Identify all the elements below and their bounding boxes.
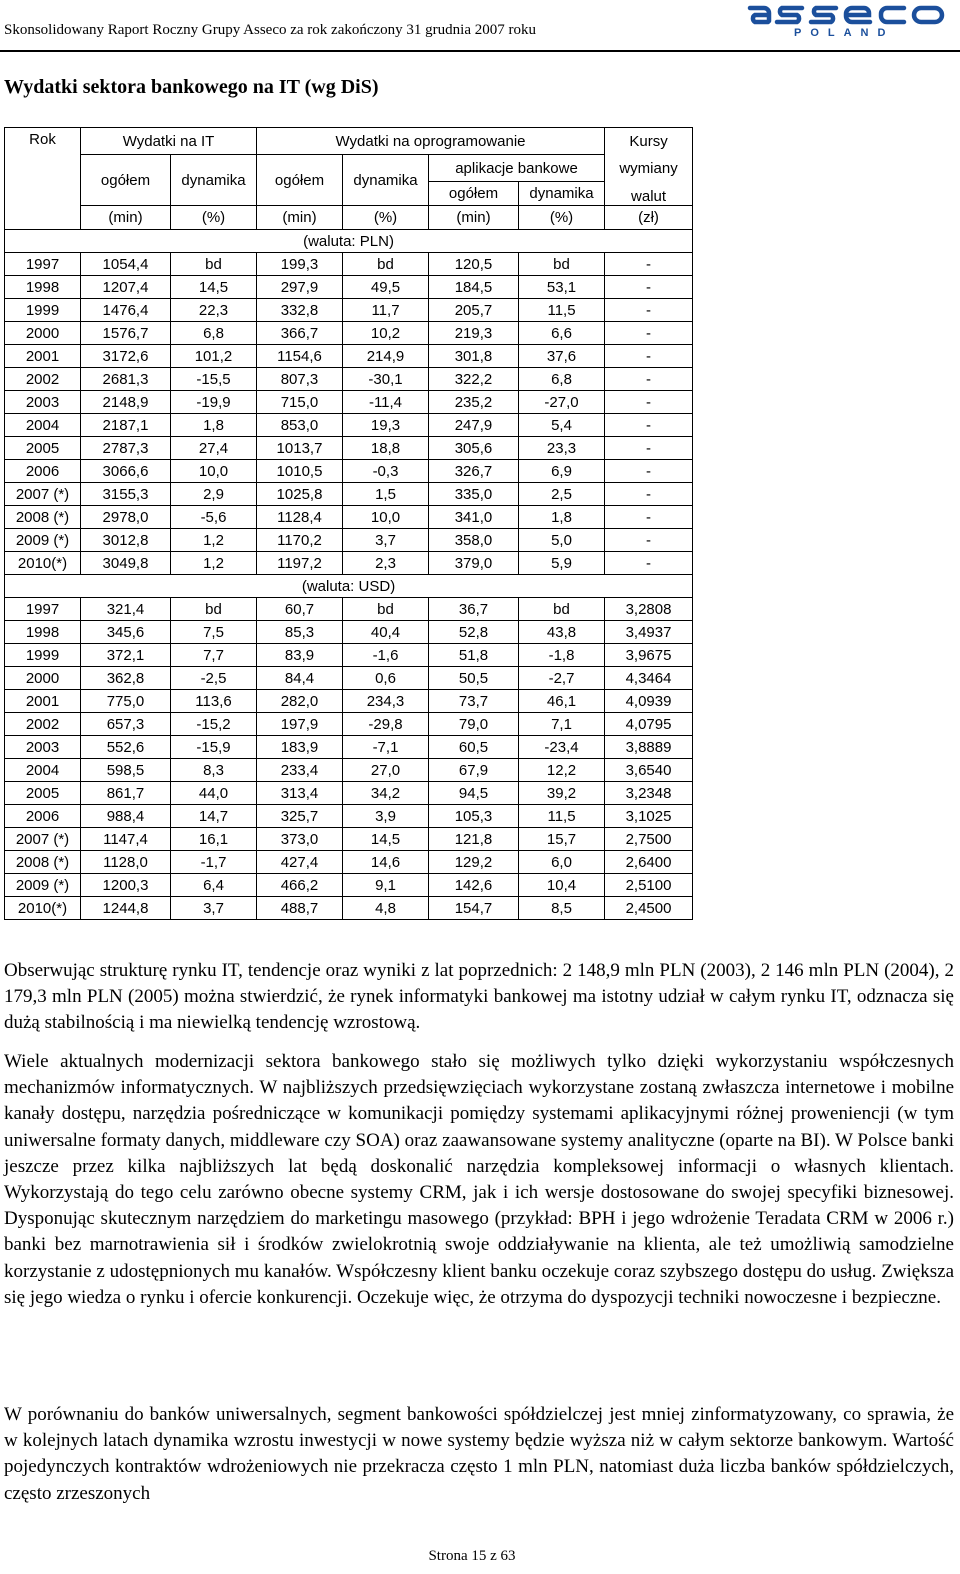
header-ogolem-oprog: ogółem (257, 155, 343, 206)
value-cell: 10,0 (343, 506, 429, 529)
value-cell: - (605, 322, 693, 345)
value-cell: 8,5 (519, 897, 605, 920)
header-dynamika-apl: dynamika (519, 182, 605, 206)
value-cell: 14,6 (343, 851, 429, 874)
value-cell: -15,9 (171, 736, 257, 759)
value-cell: 6,8 (519, 368, 605, 391)
value-cell: 5,0 (519, 529, 605, 552)
value-cell: 1197,2 (257, 552, 343, 575)
table-row (5, 851, 693, 874)
value-cell: 53,1 (519, 276, 605, 299)
table-row (5, 506, 693, 529)
value-cell: 657,3 (81, 713, 171, 736)
table-row (5, 874, 693, 897)
value-cell: 15,7 (519, 828, 605, 851)
value-cell: 113,6 (171, 690, 257, 713)
value-cell: 341,0 (429, 506, 519, 529)
year-cell: 2006 (5, 460, 81, 483)
value-cell: 14,5 (343, 828, 429, 851)
value-cell: 715,0 (257, 391, 343, 414)
table-row (5, 713, 693, 736)
value-cell: 326,7 (429, 460, 519, 483)
value-cell: 3066,6 (81, 460, 171, 483)
value-cell: - (605, 368, 693, 391)
value-cell: 3,7 (343, 529, 429, 552)
year-cell: 2009 (*) (5, 529, 81, 552)
year-cell: 2008 (*) (5, 506, 81, 529)
value-cell: 233,4 (257, 759, 343, 782)
value-cell: -2,7 (519, 667, 605, 690)
value-cell: 552,6 (81, 736, 171, 759)
value-cell: 2,7500 (605, 828, 693, 851)
value-cell: 19,3 (343, 414, 429, 437)
value-cell: 313,4 (257, 782, 343, 805)
value-cell: 50,5 (429, 667, 519, 690)
value-cell: 2,4500 (605, 897, 693, 920)
year-cell: 2000 (5, 667, 81, 690)
value-cell: 16,1 (171, 828, 257, 851)
value-cell: 1476,4 (81, 299, 171, 322)
value-cell: 14,5 (171, 276, 257, 299)
value-cell: 10,2 (343, 322, 429, 345)
header-wymiany: wymiany (605, 155, 693, 182)
value-cell: 142,6 (429, 874, 519, 897)
table-row (5, 483, 693, 506)
value-cell: 3,1025 (605, 805, 693, 828)
table-row (5, 805, 693, 828)
header-wydatki-it: Wydatki na IT (81, 128, 257, 155)
value-cell: 9,1 (343, 874, 429, 897)
value-cell: -1,6 (343, 644, 429, 667)
page-number: Strona 15 z 63 (428, 1548, 516, 1564)
value-cell: 2148,9 (81, 391, 171, 414)
year-cell: 2008 (*) (5, 851, 81, 874)
unit-cell: (zł) (605, 206, 693, 230)
value-cell: - (605, 253, 693, 276)
value-cell: - (605, 276, 693, 299)
table-row (5, 414, 693, 437)
table-row (5, 736, 693, 759)
value-cell: 1128,4 (257, 506, 343, 529)
value-cell: 775,0 (81, 690, 171, 713)
value-cell: 3,8889 (605, 736, 693, 759)
value-cell: 129,2 (429, 851, 519, 874)
table-row (5, 782, 693, 805)
table-row (5, 552, 693, 575)
value-cell: 46,1 (519, 690, 605, 713)
value-cell: 85,3 (257, 621, 343, 644)
value-cell: 0,6 (343, 667, 429, 690)
value-cell: 325,7 (257, 805, 343, 828)
value-cell: 807,3 (257, 368, 343, 391)
value-cell: 988,4 (81, 805, 171, 828)
paragraph-1: Obserwując strukturę rynku IT, tendencje oraz wyniki z lat poprzednich: 2 148,9 mln PLN (2003), 2 146 mln PLN (2004), 2 179,3 mln PLN (2005) można stwierdzić, że rynek informatyki bankowej ma istotny udział w całym rynku IT, odznacza się dużą stabilnością i ma niewielką tendencję wzrostową. (4, 960, 954, 1034)
value-cell: 4,3464 (605, 667, 693, 690)
value-cell: 1576,7 (81, 322, 171, 345)
value-cell: 199,3 (257, 253, 343, 276)
value-cell: 335,0 (429, 483, 519, 506)
bank-it-spending-table (4, 127, 693, 920)
value-cell: 358,0 (429, 529, 519, 552)
value-cell: 40,4 (343, 621, 429, 644)
value-cell: 297,9 (257, 276, 343, 299)
year-cell: 2005 (5, 782, 81, 805)
year-cell: 1997 (5, 598, 81, 621)
header-wydatki-oprogramowanie: Wydatki na oprogramowanie (257, 128, 605, 155)
value-cell: 184,5 (429, 276, 519, 299)
value-cell: 52,8 (429, 621, 519, 644)
value-cell: 362,8 (81, 667, 171, 690)
year-cell: 2010(*) (5, 552, 81, 575)
value-cell: 101,2 (171, 345, 257, 368)
table-row (5, 437, 693, 460)
value-cell: 345,6 (81, 621, 171, 644)
unit-cell: (%) (519, 206, 605, 230)
value-cell: 94,5 (429, 782, 519, 805)
section-usd-label: (waluta: USD) (5, 575, 693, 598)
table-row (5, 368, 693, 391)
value-cell: 60,5 (429, 736, 519, 759)
value-cell: 120,5 (429, 253, 519, 276)
value-cell: 332,8 (257, 299, 343, 322)
section-usd (5, 575, 693, 598)
value-cell: 27,4 (171, 437, 257, 460)
value-cell: 488,7 (257, 897, 343, 920)
value-cell: -19,9 (171, 391, 257, 414)
table-row (5, 391, 693, 414)
value-cell: 6,8 (171, 322, 257, 345)
value-cell: 2978,0 (81, 506, 171, 529)
value-cell: -1,7 (171, 851, 257, 874)
year-cell: 1997 (5, 253, 81, 276)
unit-cell: (min) (429, 206, 519, 230)
value-cell: -1,8 (519, 644, 605, 667)
value-cell: 2787,3 (81, 437, 171, 460)
value-cell: 372,1 (81, 644, 171, 667)
value-cell: 1054,4 (81, 253, 171, 276)
value-cell: 22,3 (171, 299, 257, 322)
table-row (5, 253, 693, 276)
year-cell: 2010(*) (5, 897, 81, 920)
value-cell: 3012,8 (81, 529, 171, 552)
value-cell: 8,3 (171, 759, 257, 782)
value-cell: 154,7 (429, 897, 519, 920)
value-cell: - (605, 506, 693, 529)
value-cell: 373,0 (257, 828, 343, 851)
value-cell: -29,8 (343, 713, 429, 736)
value-cell: 2,5 (519, 483, 605, 506)
value-cell: 4,0939 (605, 690, 693, 713)
year-cell: 2007 (*) (5, 483, 81, 506)
value-cell: 51,8 (429, 644, 519, 667)
value-cell: 11,5 (519, 299, 605, 322)
year-cell: 2009 (*) (5, 874, 81, 897)
value-cell: 366,7 (257, 322, 343, 345)
value-cell: 10,4 (519, 874, 605, 897)
value-cell: - (605, 437, 693, 460)
table-row (5, 322, 693, 345)
year-cell: 2006 (5, 805, 81, 828)
value-cell: 14,7 (171, 805, 257, 828)
table-row (5, 299, 693, 322)
year-cell: 2005 (5, 437, 81, 460)
value-cell: 7,7 (171, 644, 257, 667)
value-cell: 4,0795 (605, 713, 693, 736)
value-cell: - (605, 460, 693, 483)
unit-cell: (%) (171, 206, 257, 230)
header-kursy: Kursy (605, 128, 693, 155)
unit-cell: (%) (343, 206, 429, 230)
value-cell: 27,0 (343, 759, 429, 782)
header-ogolem-apl: ogółem (429, 182, 519, 206)
table-row (5, 644, 693, 667)
value-cell: 2,3 (343, 552, 429, 575)
year-cell: 2000 (5, 322, 81, 345)
value-cell: bd (519, 598, 605, 621)
value-cell: 2,6400 (605, 851, 693, 874)
value-cell: 6,9 (519, 460, 605, 483)
value-cell: -15,2 (171, 713, 257, 736)
value-cell: 234,3 (343, 690, 429, 713)
value-cell: 1244,8 (81, 897, 171, 920)
value-cell: 1147,4 (81, 828, 171, 851)
value-cell: 34,2 (343, 782, 429, 805)
value-cell: 1,5 (343, 483, 429, 506)
value-cell: 1128,0 (81, 851, 171, 874)
value-cell: 7,1 (519, 713, 605, 736)
value-cell: bd (519, 253, 605, 276)
year-cell: 2003 (5, 736, 81, 759)
value-cell: 322,2 (429, 368, 519, 391)
value-cell: 235,2 (429, 391, 519, 414)
value-cell: bd (171, 253, 257, 276)
value-cell: 23,3 (519, 437, 605, 460)
value-cell: 2681,3 (81, 368, 171, 391)
paragraph-3: W porównaniu do banków uniwersalnych, segment bankowości spółdzielczej jest mniej zinformatyzowany, co sprawia, że w kolejnych latach dynamika wzrostu inwestycji w nowe systemy będzie wyższa niż w całym sektorze bankowym. Wartość pojedynczych kontraktów wdrożeniowych nie przekracza często 1 mln PLN, natomiast duża liczba banków spółdzielczych, często zrzeszonych (4, 1404, 954, 1504)
section-pln-label: (waluta: PLN) (5, 230, 693, 253)
value-cell: 861,7 (81, 782, 171, 805)
value-cell: 598,5 (81, 759, 171, 782)
year-cell: 1998 (5, 621, 81, 644)
table-row (5, 690, 693, 713)
value-cell: 1,8 (171, 414, 257, 437)
year-cell: 2001 (5, 690, 81, 713)
value-cell: 1025,8 (257, 483, 343, 506)
unit-cell: (min) (81, 206, 171, 230)
value-cell: 1,2 (171, 529, 257, 552)
value-cell: 18,8 (343, 437, 429, 460)
table-row (5, 598, 693, 621)
table-row (5, 667, 693, 690)
value-cell: 67,9 (429, 759, 519, 782)
value-cell: bd (171, 598, 257, 621)
value-cell: 2187,1 (81, 414, 171, 437)
value-cell: 1200,3 (81, 874, 171, 897)
table-row (5, 529, 693, 552)
paragraph-2: Wiele aktualnych modernizacji sektora bankowego stało się możliwych tylko dzięki wykorzystaniu współczesnych mechanizmów informatycznych. W najbliższych przedsięwzięciach wykorzystane zostaną zwłaszcza internetowe i mobilne kanały dostępu, narzędzia pośredniczące w komunikacji pomiędzy systemami aplikacyjnymi różnej proweniencji (w tym uniwersalne formaty danych, middleware czy SOA) oraz zaawansowane systemy analityczne (oparte na BI). W Polsce banki jeszcze przez kilka najbliższych lat będą doskonalić narzędzia kompleksowej informacji o własnych klientach. Wykorzystają do tego celu zarówno obecne systemy CRM, jak i ich wersje dostosowane do swojej specyfiki biznesowej. Dysponując skutecznym narzędziem do marketingu masowego (przykład: BPH i jego wdrożenie Teradata CRM w 2006 r.) banki bez marnotrawienia sił i środków zwielokrotnią swoje oddziaływanie na klienta, ale też umożliwią samodzielne korzystanie z udostępnionych mu kanałów. Współczesny klient banku oczekuje coraz szybszego dostępu do usług. Zwiększa się jego wiedza o rynku i ofercie konkurencji. Oczekuje więc, że otrzyma do dyspozycji techniki nowoczesne i bezpieczne. (4, 1051, 954, 1308)
table-row (5, 621, 693, 644)
value-cell: 60,7 (257, 598, 343, 621)
value-cell: 1207,4 (81, 276, 171, 299)
value-cell: 1154,6 (257, 345, 343, 368)
value-cell: -27,0 (519, 391, 605, 414)
value-cell: 121,8 (429, 828, 519, 851)
value-cell: - (605, 299, 693, 322)
section-title: Wydatki sektora bankowego na IT (wg DiS) (4, 76, 379, 98)
value-cell: 3049,8 (81, 552, 171, 575)
value-cell: 1013,7 (257, 437, 343, 460)
value-cell: 183,9 (257, 736, 343, 759)
value-cell: 3,2808 (605, 598, 693, 621)
value-cell: 3,7 (171, 897, 257, 920)
value-cell: - (605, 483, 693, 506)
table-row (5, 828, 693, 851)
value-cell: 1,2 (171, 552, 257, 575)
value-cell: 3,9675 (605, 644, 693, 667)
header-walut: walut (605, 182, 693, 206)
year-cell: 2007 (*) (5, 828, 81, 851)
value-cell: -11,4 (343, 391, 429, 414)
value-cell: 1,8 (519, 506, 605, 529)
value-cell: 12,2 (519, 759, 605, 782)
value-cell: 853,0 (257, 414, 343, 437)
value-cell: 6,0 (519, 851, 605, 874)
value-cell: - (605, 345, 693, 368)
value-cell: -7,1 (343, 736, 429, 759)
value-cell: 5,4 (519, 414, 605, 437)
value-cell: 37,6 (519, 345, 605, 368)
value-cell: 5,9 (519, 552, 605, 575)
value-cell: 105,3 (429, 805, 519, 828)
value-cell: 73,7 (429, 690, 519, 713)
value-cell: 11,5 (519, 805, 605, 828)
value-cell: 3,2348 (605, 782, 693, 805)
value-cell: 214,9 (343, 345, 429, 368)
value-cell: 3,9 (343, 805, 429, 828)
value-cell: 321,4 (81, 598, 171, 621)
value-cell: 305,6 (429, 437, 519, 460)
value-cell: 49,5 (343, 276, 429, 299)
value-cell: - (605, 529, 693, 552)
value-cell: 3,4937 (605, 621, 693, 644)
value-cell: bd (343, 598, 429, 621)
value-cell: 197,9 (257, 713, 343, 736)
value-cell: - (605, 391, 693, 414)
header-rule (0, 50, 960, 52)
value-cell: -2,5 (171, 667, 257, 690)
value-cell: - (605, 414, 693, 437)
header-aplikacje-bankowe: aplikacje bankowe (429, 155, 605, 182)
header-ogolem-it: ogółem (81, 155, 171, 206)
year-cell: 2001 (5, 345, 81, 368)
value-cell: 7,5 (171, 621, 257, 644)
year-cell: 2003 (5, 391, 81, 414)
logo-subtext: POLAND (794, 27, 895, 39)
value-cell: 6,6 (519, 322, 605, 345)
year-cell: 1999 (5, 644, 81, 667)
value-cell: bd (343, 253, 429, 276)
value-cell: 79,0 (429, 713, 519, 736)
value-cell: 43,8 (519, 621, 605, 644)
value-cell: 3,6540 (605, 759, 693, 782)
value-cell: -0,3 (343, 460, 429, 483)
section-pln (5, 230, 693, 253)
value-cell: 2,5100 (605, 874, 693, 897)
value-cell: 427,4 (257, 851, 343, 874)
year-cell: 2004 (5, 414, 81, 437)
table-row (5, 897, 693, 920)
year-cell: 2002 (5, 713, 81, 736)
value-cell: 83,9 (257, 644, 343, 667)
value-cell: 3155,3 (81, 483, 171, 506)
value-cell: -23,4 (519, 736, 605, 759)
value-cell: 11,7 (343, 299, 429, 322)
year-cell: 1999 (5, 299, 81, 322)
value-cell: 1010,5 (257, 460, 343, 483)
value-cell: 2,9 (171, 483, 257, 506)
value-cell: 3172,6 (81, 345, 171, 368)
value-cell: 301,8 (429, 345, 519, 368)
value-cell: 36,7 (429, 598, 519, 621)
table-row (5, 276, 693, 299)
value-cell: -15,5 (171, 368, 257, 391)
table-row (5, 460, 693, 483)
value-cell: -30,1 (343, 368, 429, 391)
year-cell: 2004 (5, 759, 81, 782)
report-header-title: Skonsolidowany Raport Roczny Grupy Asseco za rok zakończony 31 grudnia 2007 roku (4, 22, 536, 38)
value-cell: 4,8 (343, 897, 429, 920)
header-dynamika-oprog: dynamika (343, 155, 429, 206)
value-cell: 10,0 (171, 460, 257, 483)
value-cell: 379,0 (429, 552, 519, 575)
value-cell: 219,3 (429, 322, 519, 345)
value-cell: -5,6 (171, 506, 257, 529)
value-cell: 205,7 (429, 299, 519, 322)
header-rok: Rok (5, 128, 81, 230)
unit-cell: (min) (257, 206, 343, 230)
table-row (5, 759, 693, 782)
asseco-logo-wordmark (746, 0, 946, 26)
header-dynamika-it: dynamika (171, 155, 257, 206)
value-cell: 84,4 (257, 667, 343, 690)
year-cell: 2002 (5, 368, 81, 391)
year-cell: 1998 (5, 276, 81, 299)
value-cell: 466,2 (257, 874, 343, 897)
value-cell: 1170,2 (257, 529, 343, 552)
value-cell: 247,9 (429, 414, 519, 437)
table-row (5, 345, 693, 368)
value-cell: 44,0 (171, 782, 257, 805)
value-cell: 282,0 (257, 690, 343, 713)
value-cell: 6,4 (171, 874, 257, 897)
value-cell: 39,2 (519, 782, 605, 805)
value-cell: - (605, 552, 693, 575)
